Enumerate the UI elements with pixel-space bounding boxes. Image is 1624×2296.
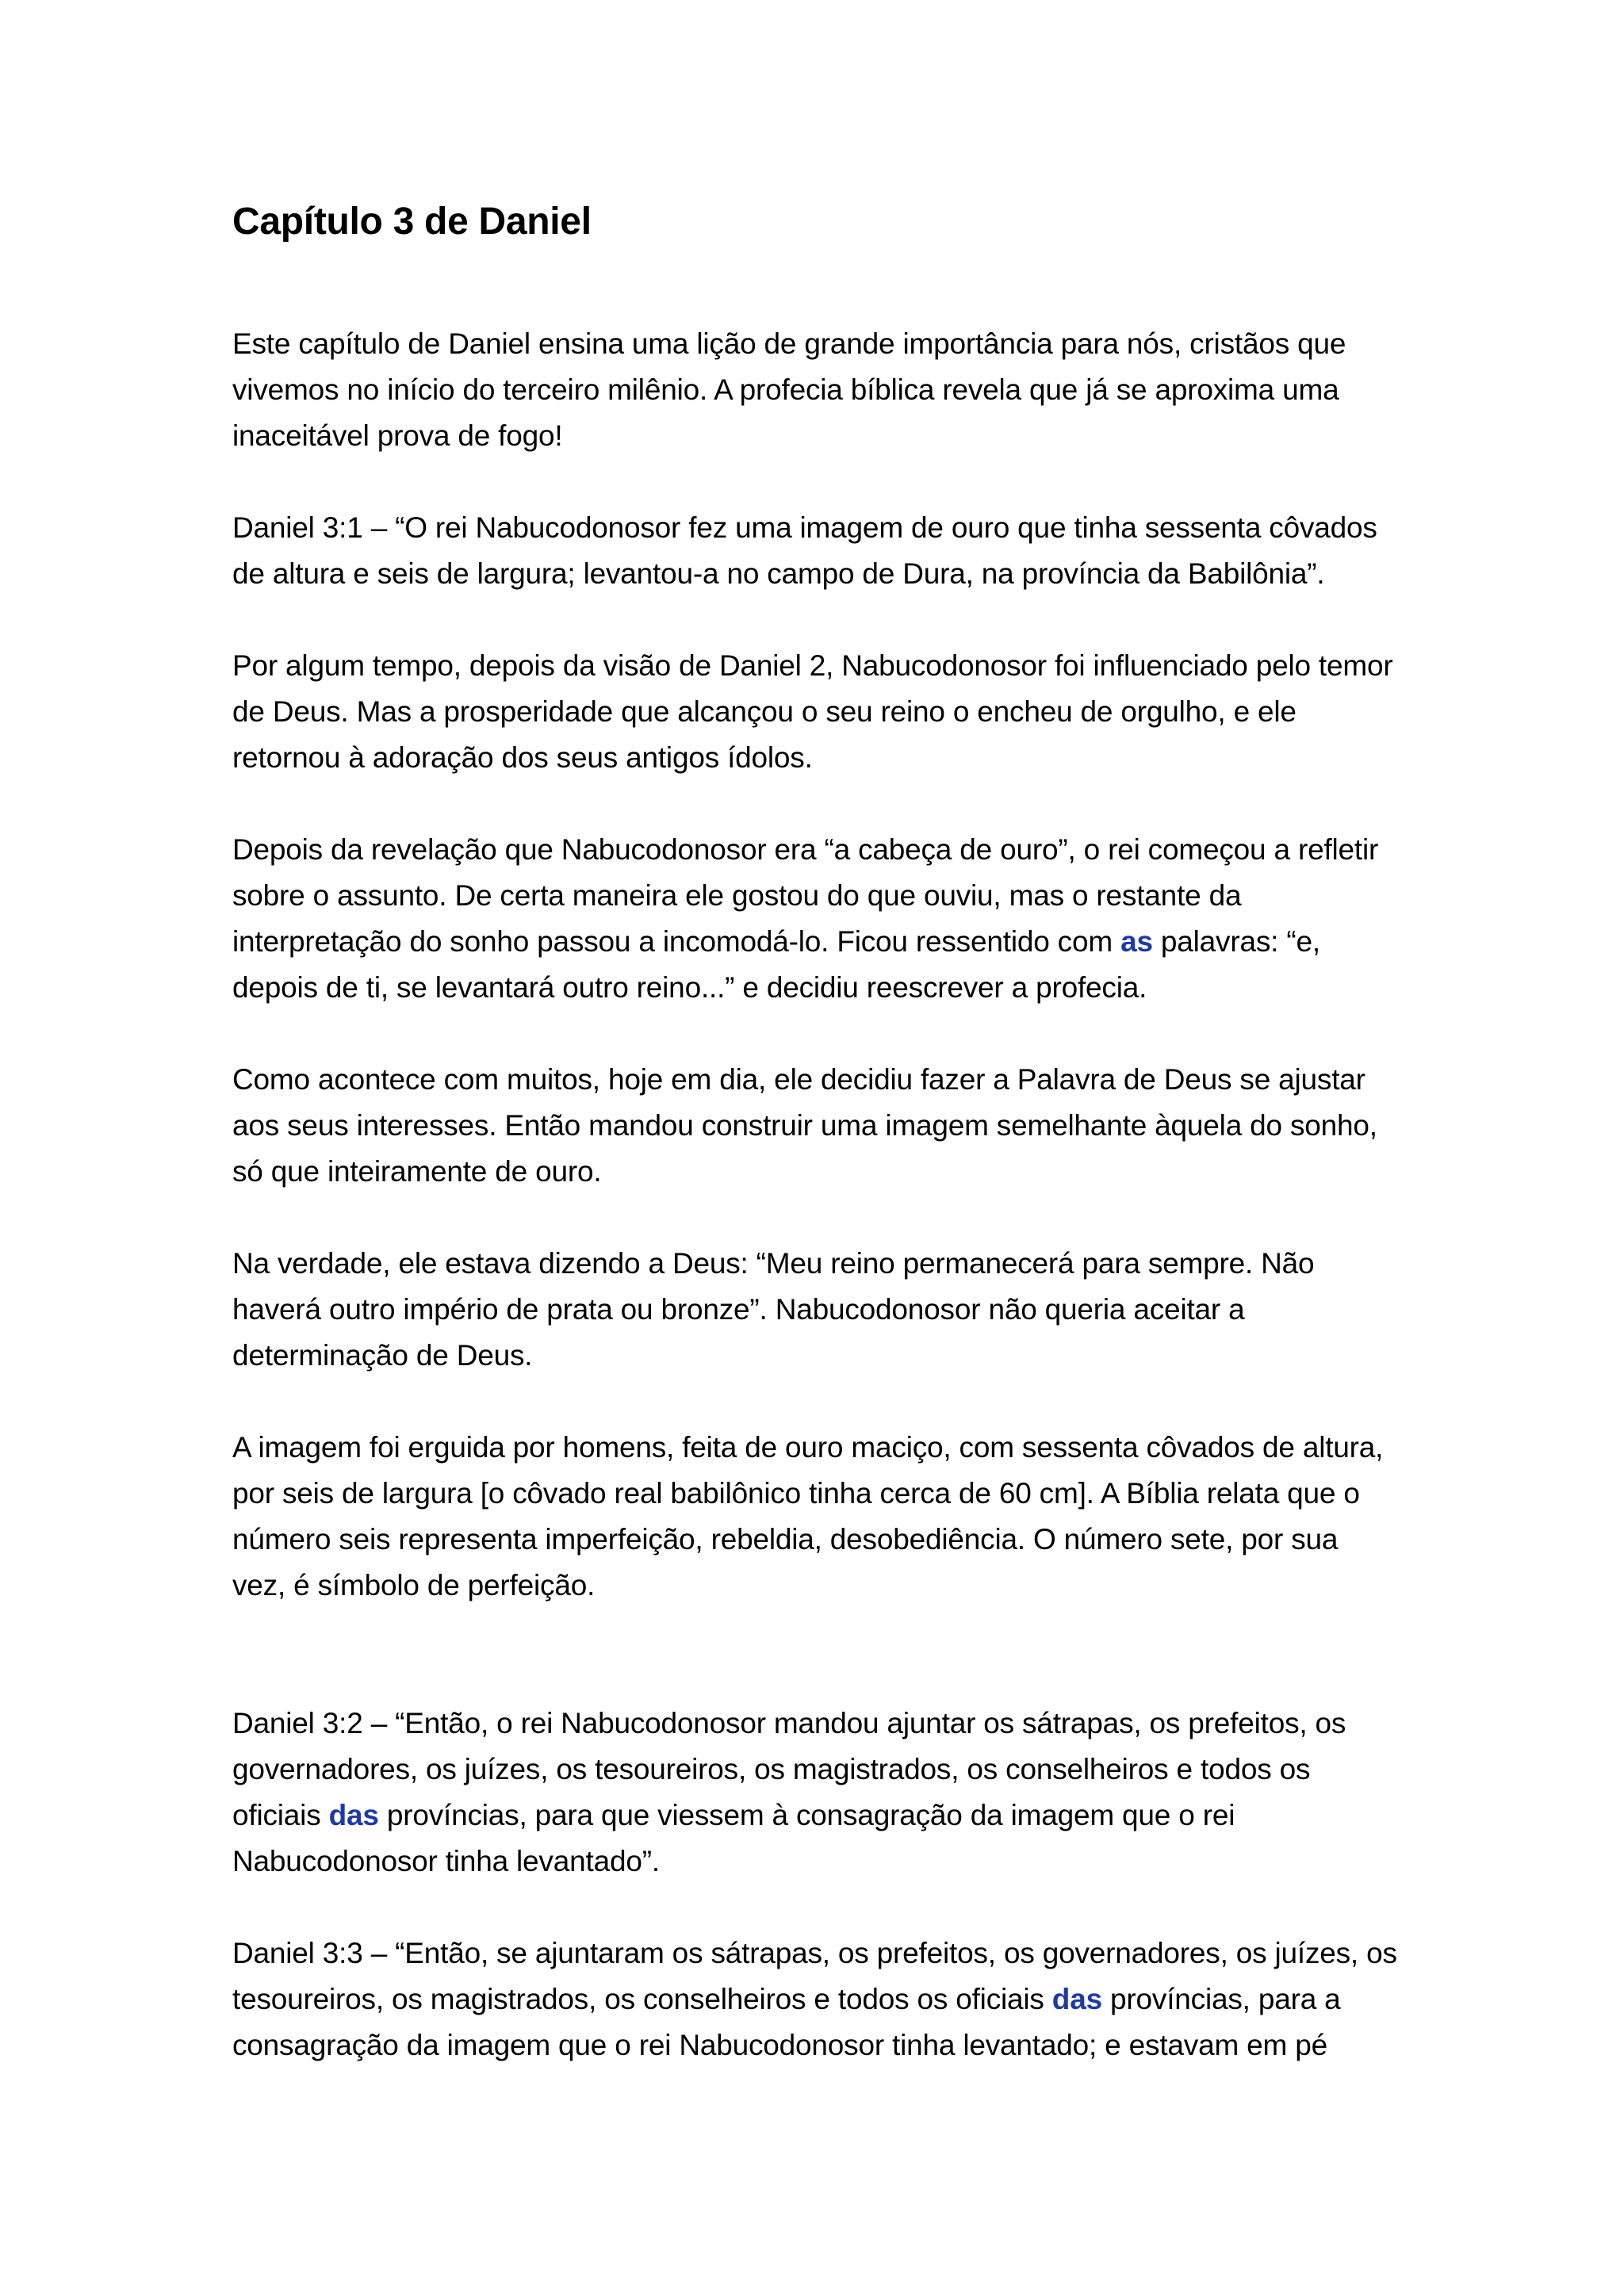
paragraph-text-before: Depois da revelação que Nabucodonosor era “a cabeça de ouro”, o rei começou a refletir sobre o assunto. De certa maneira ele gostou do que ouviu, mas o restante da interpretação do sonho passou a incomodá-lo. Ficou ressentido com xyxy=(232,833,1379,958)
document-content xyxy=(232,198,1398,2114)
paragraph-image-dimensions: A imagem foi erguida por homens, feita de ouro maciço, com sessenta côvados de altura, por seis de largura [o côvado real babilônico tinha cerca de 60 cm]. A Bíblia relata que o número seis representa imperfeição, rebeldia, desobediência. O número sete, por sua vez, é símbolo de perfeição. xyxy=(232,1431,1384,1601)
paragraph-head-of-gold xyxy=(232,827,1398,1011)
document-body xyxy=(232,321,1398,2068)
page-title: Capítulo 3 de Daniel xyxy=(232,201,592,243)
paragraph-text-after: províncias, para a consagração da imagem que o rei Nabucodonosor tinha levantado; e estavam em pé xyxy=(232,1983,1341,2061)
highlighted-word: das xyxy=(1051,1983,1102,2015)
paragraph-text-after: províncias, para que viessem à consagração da imagem que o rei Nabucodonosor tinha levantado”. xyxy=(232,1799,1235,1877)
paragraph-daniel-3-1: Daniel 3:1 – “O rei Nabucodonosor fez uma imagem de ouro que tinha sessenta côvados de altura e seis de largura; levantou-a no campo de Dura, na província da Babilônia”. xyxy=(232,511,1377,590)
paragraph-kingdom-forever: Na verdade, ele estava dizendo a Deus: “Meu reino permanecerá para sempre. Não haverá outro império de prata ou bronze”. Nabucodonosor não queria aceitar a determinação de Deus. xyxy=(232,1247,1315,1372)
highlighted-word: as xyxy=(1120,925,1153,958)
paragraph-daniel-3-2 xyxy=(232,1701,1398,1885)
paragraph-text-before: Daniel 3:2 – “Então, o rei Nabucodonosor mandou ajuntar os sátrapas, os prefeitos, os governadores, os juízes, os tesoureiros, os magistrados, os conselheiros e todos os oficiais xyxy=(232,1707,1346,1831)
paragraph-text-after: palavras: “e, depois de ti, se levantará outro reino...” e decidiu reescrever a profecia. xyxy=(232,925,1320,1004)
paragraph-intro: Este capítulo de Daniel ensina uma lição de grande importância para nós, cristãos que vivemos no início do terceiro milênio. A profecia bíblica revela que já se aproxima uma inaceitável prova de fogo! xyxy=(232,327,1346,452)
paragraph-pride: Por algum tempo, depois da visão de Daniel 2, Nabucodonosor foi influenciado pelo temor de Deus. Mas a prosperidade que alcançou o seu reino o encheu de orgulho, e ele retornou à adoração dos seus antigos ídolos. xyxy=(232,649,1393,774)
paragraph-text-before: Daniel 3:3 – “Então, se ajuntaram os sátrapas, os prefeitos, os governadores, os juízes, os tesoureiros, os magistrados, os conselheiros e todos os oficiais xyxy=(232,1937,1397,2015)
paragraph-daniel-3-3 xyxy=(232,1931,1398,2068)
paragraph-adjust-word: Como acontece com muitos, hoje em dia, ele decidiu fazer a Palavra de Deus se ajustar aos seus interesses. Então mandou construir uma imagem semelhante àquela do sonho, só que inteiramente de ouro. xyxy=(232,1063,1377,1188)
highlighted-word: das xyxy=(328,1799,379,1831)
